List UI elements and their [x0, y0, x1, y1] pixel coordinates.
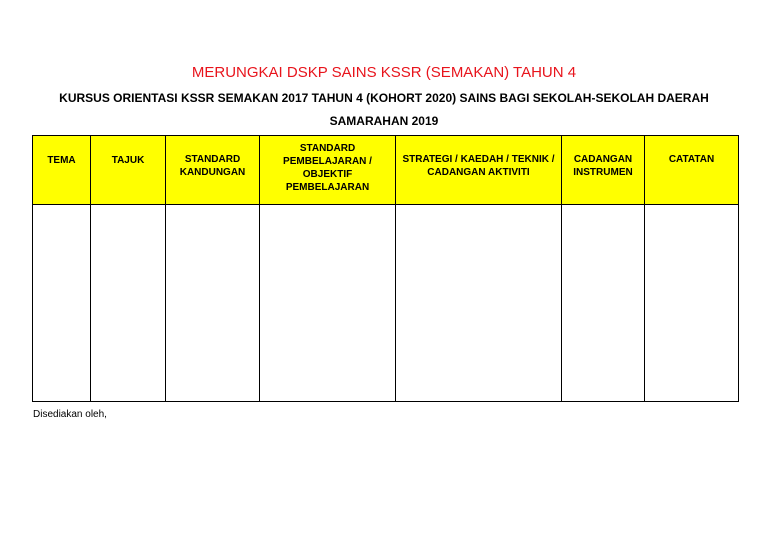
column-header-tema — [33, 136, 91, 205]
table-row — [33, 205, 739, 402]
column-header-catatan — [645, 136, 739, 205]
cell-standard-pembelajaran[interactable] — [260, 205, 396, 402]
column-header-label: CADANGAN INSTRUMEN — [573, 154, 633, 178]
document-subtitle-line-1: KURSUS ORIENTASI KSSR SEMAKAN 2017 TAHUN 4 (KOHORT 2020) SAINS BAGI SEKOLAH-SEKOLAH DAERAH — [59, 91, 709, 105]
prepared-by-label: Disediakan oleh, — [33, 409, 107, 420]
column-header-label: STANDARD PEMBELAJARAN / OBJEKTIF PEMBELAJARAN — [283, 143, 372, 193]
column-header-standard-kandungan — [166, 136, 260, 205]
table-header-row — [33, 136, 739, 205]
column-header-strategi — [396, 136, 562, 205]
cell-tajuk[interactable] — [91, 205, 166, 402]
column-header-label: STRATEGI / KAEDAH / TEKNIK / CADANGAN AKTIVITI — [402, 154, 555, 178]
cell-standard-kandungan[interactable] — [166, 205, 260, 402]
document-subtitle-line-2: SAMARAHAN 2019 — [329, 114, 439, 128]
column-header-label: STANDARD KANDUNGAN — [179, 154, 246, 178]
column-header-label: TEMA — [47, 155, 76, 166]
column-header-tajuk — [91, 136, 166, 205]
cell-tema[interactable] — [33, 205, 91, 402]
cell-cadangan-instrumen[interactable] — [562, 205, 645, 402]
dskp-table — [32, 135, 739, 402]
column-header-cadangan-instrumen — [562, 136, 645, 205]
column-header-label: CATATAN — [668, 154, 715, 165]
cell-catatan[interactable] — [645, 205, 739, 402]
document-title: MERUNGKAI DSKP SAINS KSSR (SEMAKAN) TAHUN 4 — [191, 64, 577, 81]
cell-strategi[interactable] — [396, 205, 562, 402]
column-header-label: TAJUK — [111, 155, 145, 166]
column-header-standard-pembelajaran — [260, 136, 396, 205]
